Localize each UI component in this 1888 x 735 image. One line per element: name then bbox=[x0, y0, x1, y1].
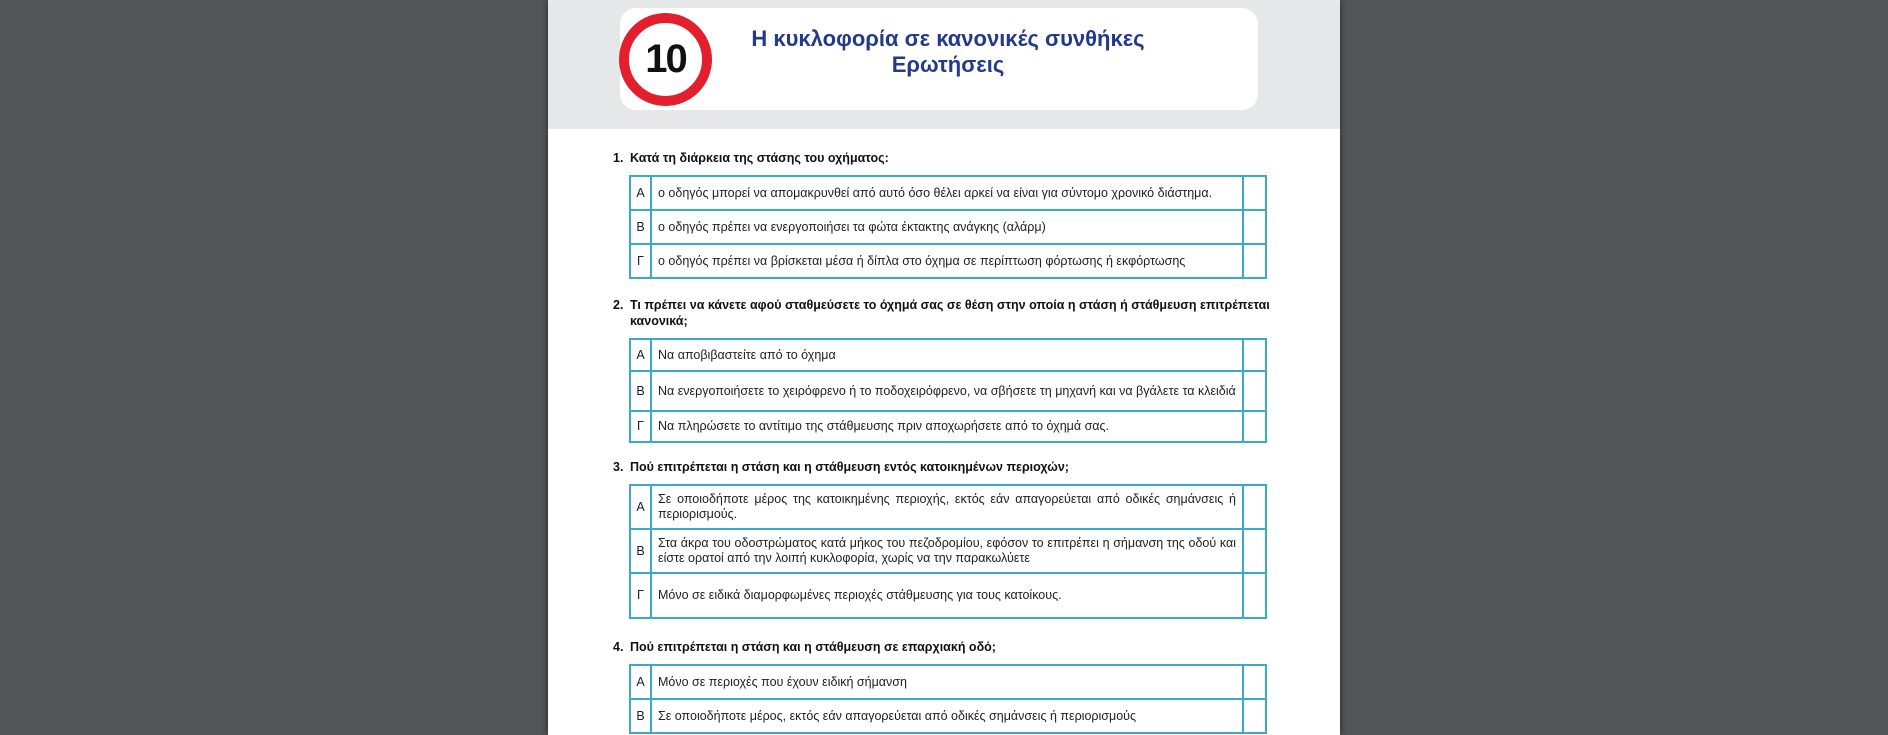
option-text: ο οδηγός πρέπει να βρίσκεται μέσα ή δίπλα στο όχημα σε περίπτωση φόρτωσης ή εκφόρτωσης bbox=[651, 244, 1243, 278]
option-letter: Α bbox=[630, 176, 651, 210]
option-text: Να ενεργοποιήσετε το χειρόφρενο ή το ποδοχειρόφρενο, να σβήσετε τη μηχανή και να βγάλετε τα κλειδιά bbox=[651, 371, 1243, 411]
answer-box[interactable] bbox=[1243, 371, 1266, 411]
option-text: Να αποβιβαστείτε από το όχημα bbox=[651, 339, 1243, 371]
option-letter: Α bbox=[630, 665, 651, 699]
answer-box[interactable] bbox=[1243, 411, 1266, 442]
question-text: Πού επιτρέπεται η στάση και η στάθμευση εντός κατοικημένων περιοχών; bbox=[630, 460, 1069, 474]
answer-box[interactable] bbox=[1243, 210, 1266, 244]
answer-box[interactable] bbox=[1243, 339, 1266, 371]
option-row bbox=[630, 699, 1266, 733]
options-table-2 bbox=[629, 338, 1267, 443]
question-number: 1. bbox=[613, 151, 624, 165]
option-row bbox=[630, 411, 1266, 442]
option-text: Μόνο σε περιοχές που έχουν ειδική σήμανση bbox=[651, 665, 1243, 699]
option-text: Να πληρώσετε το αντίτιμο της στάθμευσης πριν αποχωρήσετε από το όχημά σας. bbox=[651, 411, 1243, 442]
option-row bbox=[630, 176, 1266, 210]
badge-number: 10 bbox=[645, 37, 686, 81]
option-letter: Β bbox=[630, 371, 651, 411]
question-2 bbox=[613, 297, 1273, 329]
options-table-3 bbox=[629, 484, 1267, 619]
question-number: 4. bbox=[613, 640, 624, 654]
option-letter: Γ bbox=[630, 411, 651, 442]
option-letter: Α bbox=[630, 339, 651, 371]
option-letter: Β bbox=[630, 210, 651, 244]
option-row bbox=[630, 371, 1266, 411]
option-row bbox=[630, 244, 1266, 278]
option-row bbox=[630, 339, 1266, 371]
speed-limit-sign-icon bbox=[619, 13, 712, 106]
title-line-1: Η κυκλοφορία σε κανονικές συνθήκες bbox=[751, 26, 1145, 51]
title-line-2: Ερωτήσεις bbox=[891, 52, 1005, 77]
answer-box[interactable] bbox=[1243, 699, 1266, 733]
option-row bbox=[630, 573, 1266, 618]
answer-box[interactable] bbox=[1243, 485, 1266, 529]
answer-box[interactable] bbox=[1243, 529, 1266, 573]
page-title bbox=[728, 26, 1168, 78]
question-text: Κατά τη διάρκεια της στάσης του οχήματος: bbox=[630, 151, 889, 165]
answer-box[interactable] bbox=[1243, 176, 1266, 210]
question-4 bbox=[613, 639, 1273, 655]
option-text: Μόνο σε ειδικά διαμορφωμένες περιοχές στάθμευσης για τους κατοίκους. bbox=[651, 573, 1243, 618]
option-text: Σε οποιοδήποτε μέρος της κατοικημένης περιοχής, εκτός εάν απαγορεύεται από οδικές σημάνσεις ή περιορισμούς. bbox=[651, 485, 1243, 529]
question-number: 3. bbox=[613, 460, 624, 474]
question-text: Τι πρέπει να κάνετε αφού σταθμεύσετε το όχημά σας σε θέση στην οποία η στάση ή στάθμευση επιτρέπεται κανονικά; bbox=[630, 298, 1270, 328]
option-text: ο οδηγός μπορεί να απομακρυνθεί από αυτό όσο θέλει αρκεί να είναι για σύντομο χρονικό διάστημα. bbox=[651, 176, 1243, 210]
option-row bbox=[630, 485, 1266, 529]
question-3 bbox=[613, 459, 1273, 475]
options-table-1 bbox=[629, 175, 1267, 279]
option-row bbox=[630, 210, 1266, 244]
option-letter: Α bbox=[630, 485, 651, 529]
answer-box[interactable] bbox=[1243, 244, 1266, 278]
answer-box[interactable] bbox=[1243, 665, 1266, 699]
document-page bbox=[548, 0, 1340, 735]
option-row bbox=[630, 665, 1266, 699]
option-letter: Β bbox=[630, 529, 651, 573]
option-text: Στα άκρα του οδοστρώματος κατά μήκος του πεζοδρομίου, εφόσον το επιτρέπει η σήμανση της οδού και είστε ορατοί από την λοιπή κυκλοφορία, χωρίς να την παρακωλύετε bbox=[651, 529, 1243, 573]
option-text: Σε οποιοδήποτε μέρος, εκτός εάν απαγορεύεται από οδικές σημάνσεις ή περιορισμούς bbox=[651, 699, 1243, 733]
question-1 bbox=[613, 150, 1273, 166]
option-letter: Β bbox=[630, 699, 651, 733]
option-letter: Γ bbox=[630, 573, 651, 618]
option-row bbox=[630, 529, 1266, 573]
options-table-4 bbox=[629, 664, 1267, 734]
option-text: ο οδηγός πρέπει να ενεργοποιήσει τα φώτα έκτακτης ανάγκης (αλάρμ) bbox=[651, 210, 1243, 244]
question-text: Πού επιτρέπεται η στάση και η στάθμευση σε επαρχιακή οδό; bbox=[630, 640, 996, 654]
option-letter: Γ bbox=[630, 244, 651, 278]
question-number: 2. bbox=[613, 298, 624, 312]
answer-box[interactable] bbox=[1243, 573, 1266, 618]
